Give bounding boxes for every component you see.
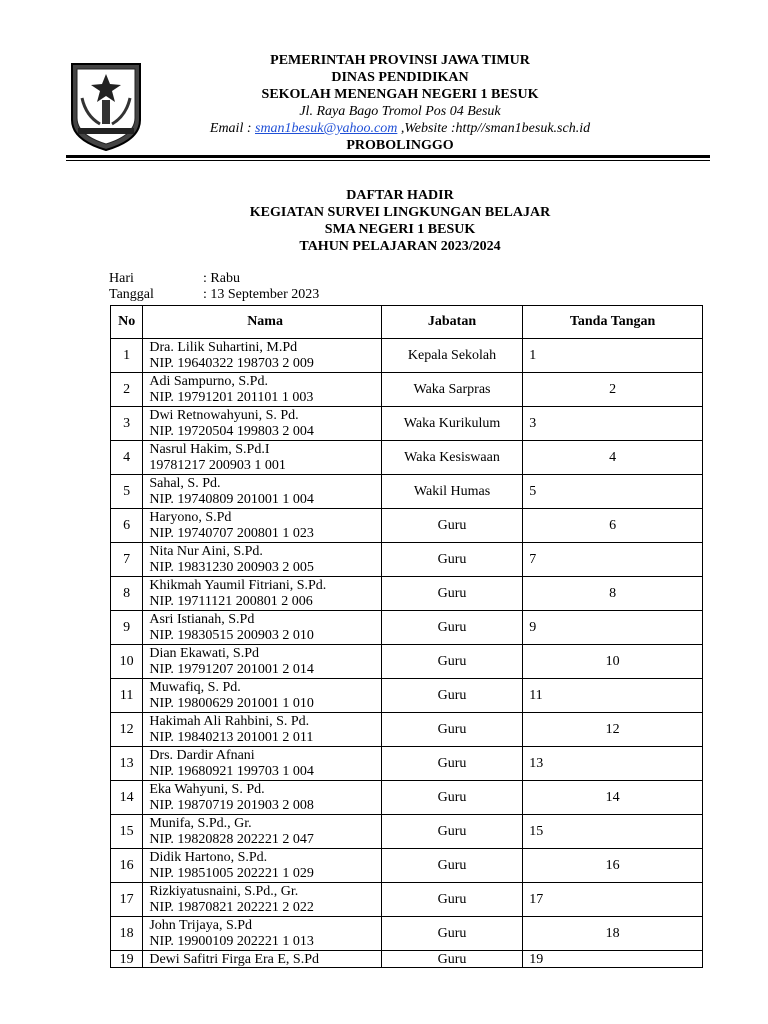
name-text: Munifa, S.Pd., Gr. <box>149 815 252 831</box>
cell-tanda-tangan: 18 <box>523 917 703 951</box>
day-value: : Rabu <box>203 271 240 286</box>
cell-no: 7 <box>111 543 143 577</box>
cell-tanda-tangan: 6 <box>523 509 703 543</box>
table-row <box>111 441 703 475</box>
name-text: John Trijaya, S.Pd <box>149 917 253 933</box>
name-text: Drs. Dardir Afnani <box>149 747 255 763</box>
cell-nama <box>143 713 382 747</box>
cell-jabatan: Guru <box>381 713 522 747</box>
table-row <box>111 373 703 407</box>
name-text: Dra. Lilik Suhartini, M.Pd <box>149 339 298 355</box>
day-label: Hari <box>109 271 134 286</box>
cell-no: 13 <box>111 747 143 781</box>
cell-jabatan: Guru <box>381 543 522 577</box>
nip-text: NIP. 19740707 200801 1 023 <box>149 525 314 541</box>
header-nama: Nama <box>143 306 382 339</box>
table-row <box>111 645 703 679</box>
cell-jabatan: Guru <box>381 883 522 917</box>
cell-no: 3 <box>111 407 143 441</box>
cell-jabatan: Guru <box>381 747 522 781</box>
header-tanda-tangan: Tanda Tangan <box>523 306 703 339</box>
cell-jabatan: Guru <box>381 509 522 543</box>
table-row <box>111 849 703 883</box>
cell-jabatan: Waka Sarpras <box>381 373 522 407</box>
cell-nama <box>143 917 382 951</box>
nip-text: NIP. 19830515 200903 2 010 <box>149 627 314 643</box>
cell-jabatan: Waka Kesiswaan <box>381 441 522 475</box>
cell-nama <box>143 679 382 713</box>
cell-jabatan: Guru <box>381 951 522 968</box>
nip-text: NIP. 19791201 201101 1 003 <box>149 389 314 405</box>
cell-no: 1 <box>111 339 143 373</box>
cell-no: 6 <box>111 509 143 543</box>
cell-nama <box>143 339 382 373</box>
nip-text: NIP. 19711121 200801 2 006 <box>149 593 313 609</box>
meta-date-row <box>109 287 319 303</box>
cell-nama <box>143 645 382 679</box>
cell-jabatan: Guru <box>381 577 522 611</box>
cell-tanda-tangan: 17 <box>523 883 703 917</box>
cell-jabatan: Guru <box>381 917 522 951</box>
nip-text: NIP. 19720504 199803 2 004 <box>149 423 314 439</box>
table-row <box>111 407 703 441</box>
cell-no: 5 <box>111 475 143 509</box>
meta-day-row <box>109 271 319 287</box>
cell-nama <box>143 441 382 475</box>
letterhead-address: Jl. Raya Bago Tromol Pos 04 Besuk <box>299 104 501 119</box>
cell-nama <box>143 747 382 781</box>
letterhead-rule-thick <box>66 155 710 158</box>
cell-tanda-tangan: 2 <box>523 373 703 407</box>
name-text: Didik Hartono, S.Pd. <box>149 849 268 865</box>
nip-text: NIP. 19870821 202221 2 022 <box>149 899 314 915</box>
cell-no: 4 <box>111 441 143 475</box>
name-text: Rizkiyatusnaini, S.Pd., Gr. <box>149 883 299 899</box>
cell-no: 19 <box>111 951 143 968</box>
cell-tanda-tangan: 13 <box>523 747 703 781</box>
table-row <box>111 679 703 713</box>
nip-text: NIP. 19900109 202221 1 013 <box>149 933 314 949</box>
name-text: Muwafiq, S. Pd. <box>149 679 241 695</box>
attendance-table <box>110 305 703 968</box>
name-text: Khikmah Yaumil Fitriani, S.Pd. <box>149 577 327 593</box>
cell-nama <box>143 407 382 441</box>
cell-nama <box>143 611 382 645</box>
cell-no: 9 <box>111 611 143 645</box>
cell-jabatan: Guru <box>381 679 522 713</box>
cell-jabatan: Wakil Humas <box>381 475 522 509</box>
letterhead-rule-thin <box>66 160 710 161</box>
letterhead-school: SEKOLAH MENENGAH NEGERI 1 BESUK <box>261 87 539 102</box>
cell-jabatan: Guru <box>381 611 522 645</box>
nip-text: NIP. 19640322 198703 2 009 <box>149 355 314 371</box>
cell-tanda-tangan: 16 <box>523 849 703 883</box>
name-text: Haryono, S.Pd <box>149 509 232 525</box>
cell-tanda-tangan: 7 <box>523 543 703 577</box>
cell-nama <box>143 543 382 577</box>
cell-jabatan: Guru <box>381 849 522 883</box>
cell-tanda-tangan: 3 <box>523 407 703 441</box>
table-row <box>111 883 703 917</box>
name-text: Dian Ekawati, S.Pd <box>149 645 259 661</box>
cell-tanda-tangan: 14 <box>523 781 703 815</box>
nip-text: NIP. 19791207 201001 2 014 <box>149 661 314 677</box>
nip-text: NIP. 19840213 201001 2 011 <box>149 729 314 745</box>
email-label: Email : <box>209 121 255 136</box>
title-line-4: TAHUN PELAJARAN 2023/2024 <box>299 239 501 254</box>
cell-no: 11 <box>111 679 143 713</box>
cell-tanda-tangan: 5 <box>523 475 703 509</box>
cell-no: 14 <box>111 781 143 815</box>
cell-tanda-tangan: 8 <box>523 577 703 611</box>
table-row <box>111 611 703 645</box>
cell-nama <box>143 951 382 968</box>
name-text: Hakimah Ali Rahbini, S. Pd. <box>149 713 310 729</box>
cell-no: 10 <box>111 645 143 679</box>
cell-jabatan: Guru <box>381 781 522 815</box>
table-row <box>111 475 703 509</box>
title-line-1: DAFTAR HADIR <box>346 188 454 203</box>
cell-nama <box>143 815 382 849</box>
document-title <box>100 187 700 255</box>
cell-tanda-tangan: 15 <box>523 815 703 849</box>
nip-text: NIP. 19831230 200903 2 005 <box>149 559 314 575</box>
cell-tanda-tangan: 19 <box>523 951 703 968</box>
table-row <box>111 951 703 968</box>
title-line-2: KEGIATAN SURVEI LINGKUNGAN BELAJAR <box>249 205 551 220</box>
cell-nama <box>143 781 382 815</box>
letterhead-government: PEMERINTAH PROVINSI JAWA TIMUR <box>270 53 530 68</box>
date-value: : 13 September 2023 <box>203 287 320 302</box>
cell-nama <box>143 577 382 611</box>
name-text: Sahal, S. Pd. <box>149 475 221 491</box>
cell-no: 15 <box>111 815 143 849</box>
table-row <box>111 577 703 611</box>
header-no: No <box>111 306 143 339</box>
table-row <box>111 781 703 815</box>
name-text: Dewi Safitri Firga Era E, S.Pd <box>149 951 319 967</box>
nip-text: NIP. 19800629 201001 1 010 <box>149 695 314 711</box>
table-row <box>111 543 703 577</box>
table-row <box>111 815 703 849</box>
cell-tanda-tangan: 1 <box>523 339 703 373</box>
cell-no: 12 <box>111 713 143 747</box>
cell-no: 2 <box>111 373 143 407</box>
name-text: Adi Sampurno, S.Pd. <box>149 373 268 389</box>
cell-no: 16 <box>111 849 143 883</box>
header-jabatan: Jabatan <box>381 306 522 339</box>
cell-jabatan: Waka Kurikulum <box>381 407 522 441</box>
cell-tanda-tangan: 12 <box>523 713 703 747</box>
letterhead-contact <box>160 120 640 137</box>
table-header-row <box>111 306 703 339</box>
nip-text: NIP. 19680921 199703 1 004 <box>149 763 314 779</box>
cell-no: 18 <box>111 917 143 951</box>
name-text: Eka Wahyuni, S. Pd. <box>149 781 265 797</box>
cell-tanda-tangan: 4 <box>523 441 703 475</box>
letterhead <box>160 52 640 154</box>
email-link[interactable]: sman1besuk@yahoo.com <box>255 121 398 136</box>
website-text: ,Website :http//sman1besuk.sch.id <box>397 121 591 136</box>
province-seal-logo <box>66 58 146 154</box>
cell-nama <box>143 849 382 883</box>
table-row <box>111 713 703 747</box>
letterhead-city: PROBOLINGGO <box>346 138 454 153</box>
cell-jabatan: Guru <box>381 815 522 849</box>
title-line-3: SMA NEGERI 1 BESUK <box>324 222 476 237</box>
cell-nama <box>143 475 382 509</box>
table-row <box>111 917 703 951</box>
name-text: Asri Istianah, S.Pd <box>149 611 255 627</box>
cell-tanda-tangan: 10 <box>523 645 703 679</box>
date-label: Tanggal <box>109 287 154 302</box>
cell-no: 8 <box>111 577 143 611</box>
name-text: Dwi Retnowahyuni, S. Pd. <box>149 407 299 423</box>
nip-text: NIP. 19820828 202221 2 047 <box>149 831 314 847</box>
nip-text: 19781217 200903 1 001 <box>149 457 286 473</box>
cell-jabatan: Kepala Sekolah <box>381 339 522 373</box>
nip-text: NIP. 19851005 202221 1 029 <box>149 865 314 881</box>
cell-no: 17 <box>111 883 143 917</box>
letterhead-department: DINAS PENDIDIKAN <box>331 70 469 85</box>
cell-nama <box>143 373 382 407</box>
name-text: Nasrul Hakim, S.Pd.I <box>149 441 270 457</box>
nip-text: NIP. 19740809 201001 1 004 <box>149 491 314 507</box>
cell-nama <box>143 509 382 543</box>
table-row <box>111 747 703 781</box>
cell-tanda-tangan: 9 <box>523 611 703 645</box>
table-row <box>111 339 703 373</box>
cell-jabatan: Guru <box>381 645 522 679</box>
nip-text: NIP. 19870719 201903 2 008 <box>149 797 314 813</box>
cell-tanda-tangan: 11 <box>523 679 703 713</box>
cell-nama <box>143 883 382 917</box>
table-row <box>111 509 703 543</box>
meeting-meta <box>109 271 319 303</box>
name-text: Nita Nur Aini, S.Pd. <box>149 543 263 559</box>
